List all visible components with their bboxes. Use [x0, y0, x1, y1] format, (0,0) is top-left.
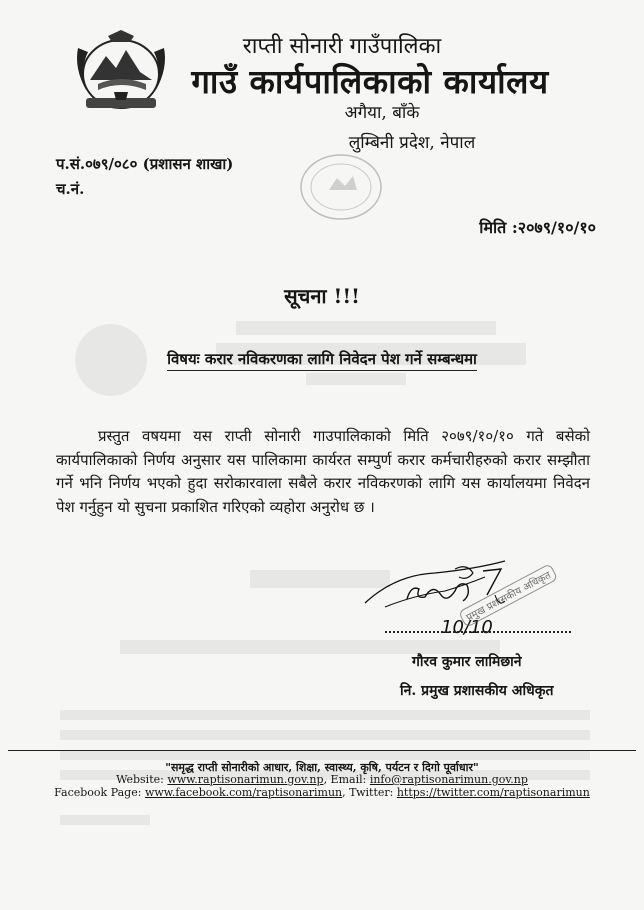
- footer-slogan: "समृद्ध राप्ती सोनारीको आधार, शिक्षा, स्वास्थ्य, कृषि, पर्यटन र दिगो पूर्वाधार": [165, 761, 479, 774]
- footer-social-line: [0, 786, 644, 799]
- officer-name: गौरव कुमार लामिछाने: [412, 654, 522, 670]
- notice-subject: [0, 349, 644, 369]
- office-title: गाउँ कार्यपालिकाको कार्यालय: [191, 62, 549, 101]
- notice-title: सूचना !!!: [284, 284, 360, 308]
- reference-number: प.सं.०७९/०८० (प्रशासन शाखा): [56, 155, 234, 173]
- notice-body: [56, 425, 590, 519]
- facebook-link[interactable]: www.facebook.com/raptisonarimun: [144, 786, 343, 799]
- office-seal-stamp: [295, 150, 387, 224]
- facebook-label: Facebook Page:: [54, 786, 145, 799]
- office-location: अगैया, बाँके: [344, 103, 420, 123]
- municipality-name: राप्ती सोनारी गाउँपालिका: [242, 34, 442, 59]
- notice-body-text: प्रस्तुत वषयमा यस राप्ती सोनारी गाउपालिकाको मिति २०७९/१०/१० गते बसेको कार्यपालिकाको निर्णय अनुसार यस पालिकामा कार्यरत सम्पुर्ण करार कर्मचारीहरुको करार सम्झौता गर्ने भनि निर्णय भएको हुदा सरोकारवाला सबैले करार नविकरणको लागि यस कार्यालयमा निवेदन पेश गर्नुहुन यो सुचना प्रकाशित गरिएको व्यहोरा अनुरोध छ ।: [56, 427, 590, 516]
- email-label: , Email:: [323, 773, 370, 786]
- website-link[interactable]: www.raptisonarimun.gov.np: [167, 773, 324, 786]
- officer-stamp: प्रमुख प्रशासकीय अधिकृत: [458, 563, 558, 628]
- twitter-link[interactable]: https://twitter.com/raptisonarimun: [396, 786, 590, 799]
- dispatch-number: च.नं.: [56, 180, 85, 198]
- twitter-label: , Twitter:: [342, 786, 397, 799]
- office-province: लुम्बिनी प्रदेश, नेपाल: [348, 133, 476, 153]
- footer-contact-line: [0, 773, 644, 786]
- signature-line: [385, 629, 571, 633]
- notice-subject-text: विषयः करार नविकरणका लागि निवेदन पेश गर्ने सम्बन्धमा: [167, 350, 477, 371]
- bleed-through-lines: [0, 560, 644, 910]
- footer-divider: [8, 750, 636, 751]
- signature-date: 10/10: [441, 617, 493, 638]
- officer-designation: नि. प्रमुख प्रशासकीय अधिकृत: [400, 683, 554, 699]
- letter-date: मिति :२०७९/१०/१०: [479, 218, 596, 237]
- website-label: Website:: [116, 773, 168, 786]
- email-link[interactable]: info@raptisonarimun.gov.np: [369, 773, 528, 786]
